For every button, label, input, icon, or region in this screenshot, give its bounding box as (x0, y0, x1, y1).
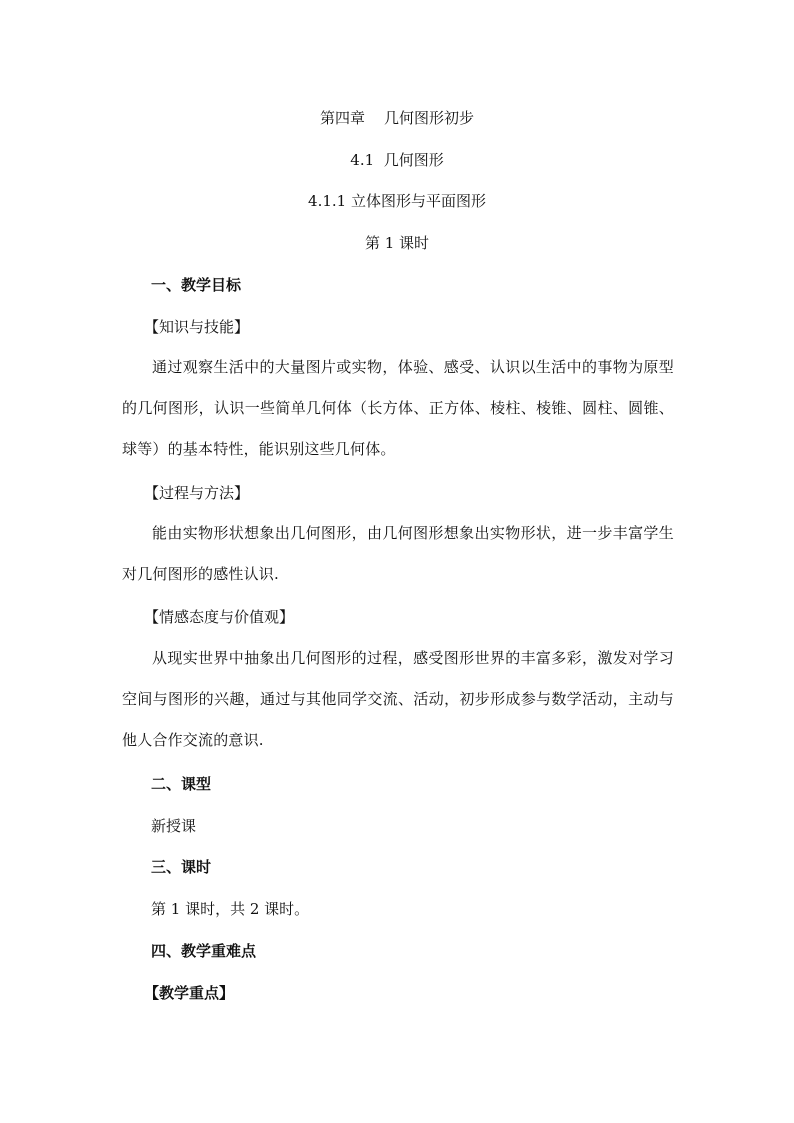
process-paragraph: 能由实物形状想象出几何图形，由几何图形想象出实物形状，进一步丰富学生对几何图形的感性认识. (122, 524, 674, 583)
chapter-title: 第四章 几何图形初步 (319, 109, 475, 127)
emotion-paragraph: 从现实世界中抽象出几何图形的过程，感受图形世界的丰富多彩，激发对学习空间与图形的兴趣，通过与其他同学交流、活动，初步形成参与数学活动，主动与他人合作交流的意识. (122, 649, 674, 749)
process-label: 【过程与方法】 (144, 484, 250, 502)
subsection-title: 4.1.1 立体图形与平面图形 (308, 192, 486, 210)
lesson-type-heading: 二、课型 (151, 775, 212, 793)
lesson-title: 第 1 课时 (364, 234, 430, 252)
emotion-label: 【情感态度与价值观】 (144, 608, 295, 626)
periods-text: 第 1 课时，共 2 课时。 (151, 900, 310, 918)
knowledge-paragraph: 通过观察生活中的大量图片或实物，体验、感受、认识以生活中的事物为原型的几何图形，认识一些简单几何体（长方体、正方体、棱柱、棱锥、圆柱、圆锥、球等）的基本特性，能识别这些几何体。 (122, 358, 674, 458)
lesson-type-text: 新授课 (151, 817, 197, 835)
section-title: 4.1 几何图形 (350, 151, 444, 169)
knowledge-label: 【知识与技能】 (144, 318, 250, 336)
periods-heading: 三、课时 (151, 858, 212, 876)
objectives-heading: 一、教学目标 (151, 276, 242, 294)
key-points-label: 【教学重点】 (144, 984, 235, 1002)
key-points-heading: 四、教学重难点 (151, 942, 257, 960)
